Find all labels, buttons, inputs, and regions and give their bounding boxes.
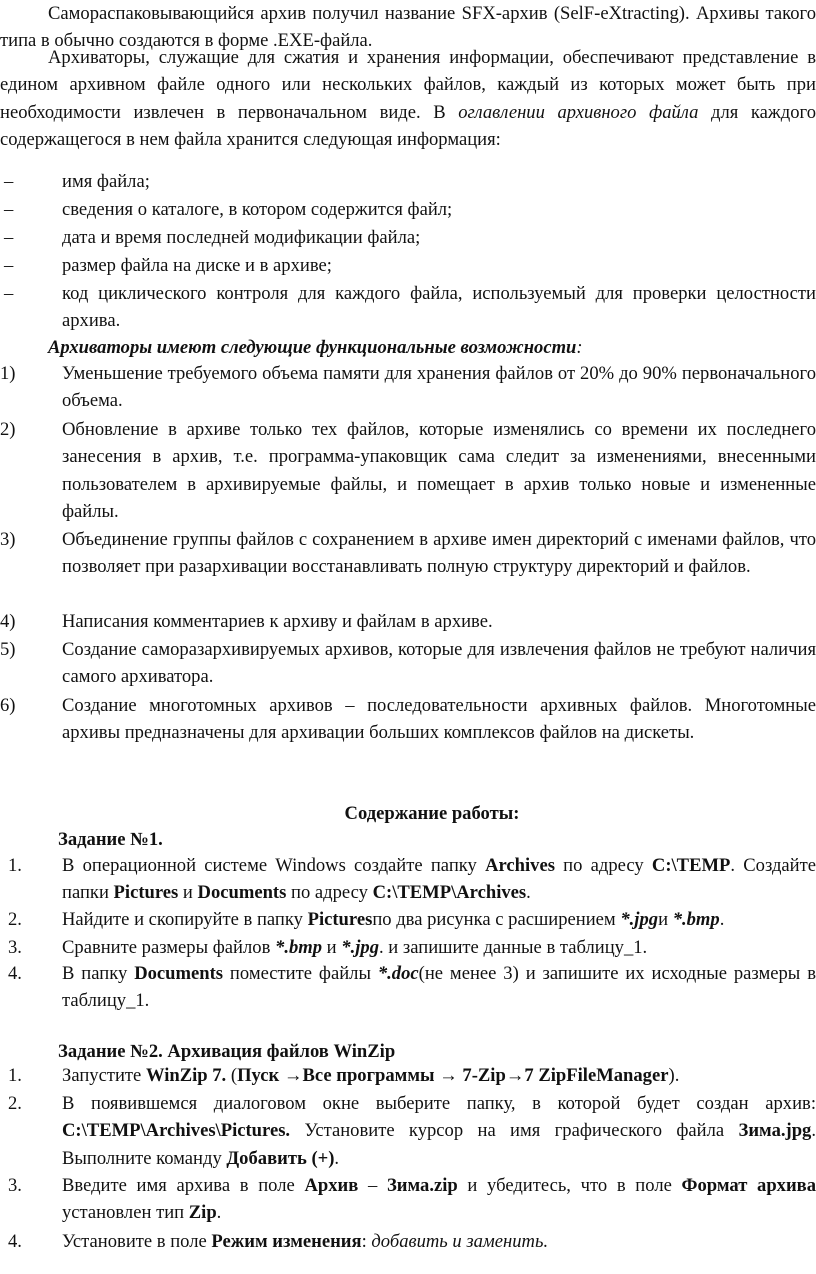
intro-paragraph-2: Архиваторы, служащие для сжатия и хранения информации, обеспечивают представление в едином архивном файле одного или нескольких файлов, каждый из которых может быть при необходимости извлечен в первоначальном виде. В оглавлении архивного файла для каждого содержащегося в нем файла хранится следующая информация: — [0, 47, 816, 151]
dash-marker: – — [4, 227, 14, 248]
task1-title: Задание №1. — [58, 829, 163, 850]
intro-paragraph-1: Самораспаковывающийся архив получил название SFX-архив (SelF-eXtracting). Архивы такого типа в обычно создаются в форме .EXE-файла. — [0, 3, 816, 52]
work-title: Содержание работы: — [344, 803, 520, 824]
features-heading: Архиваторы имеют следующие функциональные возможности: — [48, 337, 583, 358]
dash-marker: – — [4, 199, 14, 220]
document-page: Самораспаковывающийся архив получил название SFX-архив (SelF-eXtracting). Архивы такого типа в обычно создаются в форме .EXE-файла. Архиваторы, служащие для сжатия и хранения информации, обеспечивают представление в едином архивном файле одного или нескольких файлов, каждый из которых может быть при необходимости извлечен в первоначальном виде. В оглавлении архивного файла для каждого содержащегося в нем файла хранится следующая информация: – имя файла; – сведения о каталоге, в котором содержится файл; – дата и время последней модификации файла; – размер файла на диске и в архиве; – код циклического контроля для каждого файла, используемый для проверки целостности архива. Архиваторы имеют следующие функциональные возможности: 1) Уменьшение требуемого объема памяти для хранения файлов от 20% до 90% первоначального объема. 2) Обновление в архиве только тех файлов, которые изменялись со времени их последнего занесения в архив, т.е. программа-упаковщик сама следит за изменениями, внесенными пользователем в архивируемые файлы, и помещает в архив только новые и измененные файлы. 3) Объединение группы файлов с сохранением в архиве имен директорий с именами файлов, что позволяет при разархивации восстанавливать полную структуру директорий и файлов. 4) Написания комментариев к архиву и файлам в архиве. 5) Создание саморазархивируемых архивов, которые для извлечения файлов не требуют наличия самого архиватора. 6) Создание многотомных архивов – последовательности архивных файлов. Многотомные архивы предназначены для архивации больших комплексов файлов на дискеты. Содержание работы: Задание №1. 1. В операционной системе Windows создайте папку Archives по адресу C:\TEMP. Создайте папки Pictures и Documents по адресу C:\TEMP\Archives. 2. Найдите и скопируйте в папку Picturesпо два рисунка с расширением *.jpgи *.bmp. 3. Сравните размеры файлов *.bmp и *.jpg. и запишите данные в таблицу_1. 4. В папку Documents поместите файлы *.doc(не менее 3) и запишите их исходные размеры в таблицу_1. Задание №2. Архивация файлов WinZip 1. Запустите WinZip 7. (Пуск →Все программы → 7-Zip→7 ZipFileManager). 2. В появившемся диалоговом окне выберите папку, в которой будет создан архив: C:\TEMP\Archives\Pictures. Установите курсор на имя графического файла Зима.jpg. Выполните команду Добавить (+). 3. Введите имя архива в поле Архив – Зима.zip и убедитесь, что в поле Формат архива установлен тип Zip. 4. Установите в поле Режим изменения: добавить и заменить. — [0, 0, 816, 1274]
task2-title: Задание №2. Архивация файлов WinZip — [58, 1041, 396, 1062]
archive-toc-term: оглавлении архивного файла — [458, 101, 699, 123]
dash-marker: – — [4, 171, 14, 192]
dash-marker: – — [4, 283, 14, 304]
dash-marker: – — [4, 255, 14, 276]
